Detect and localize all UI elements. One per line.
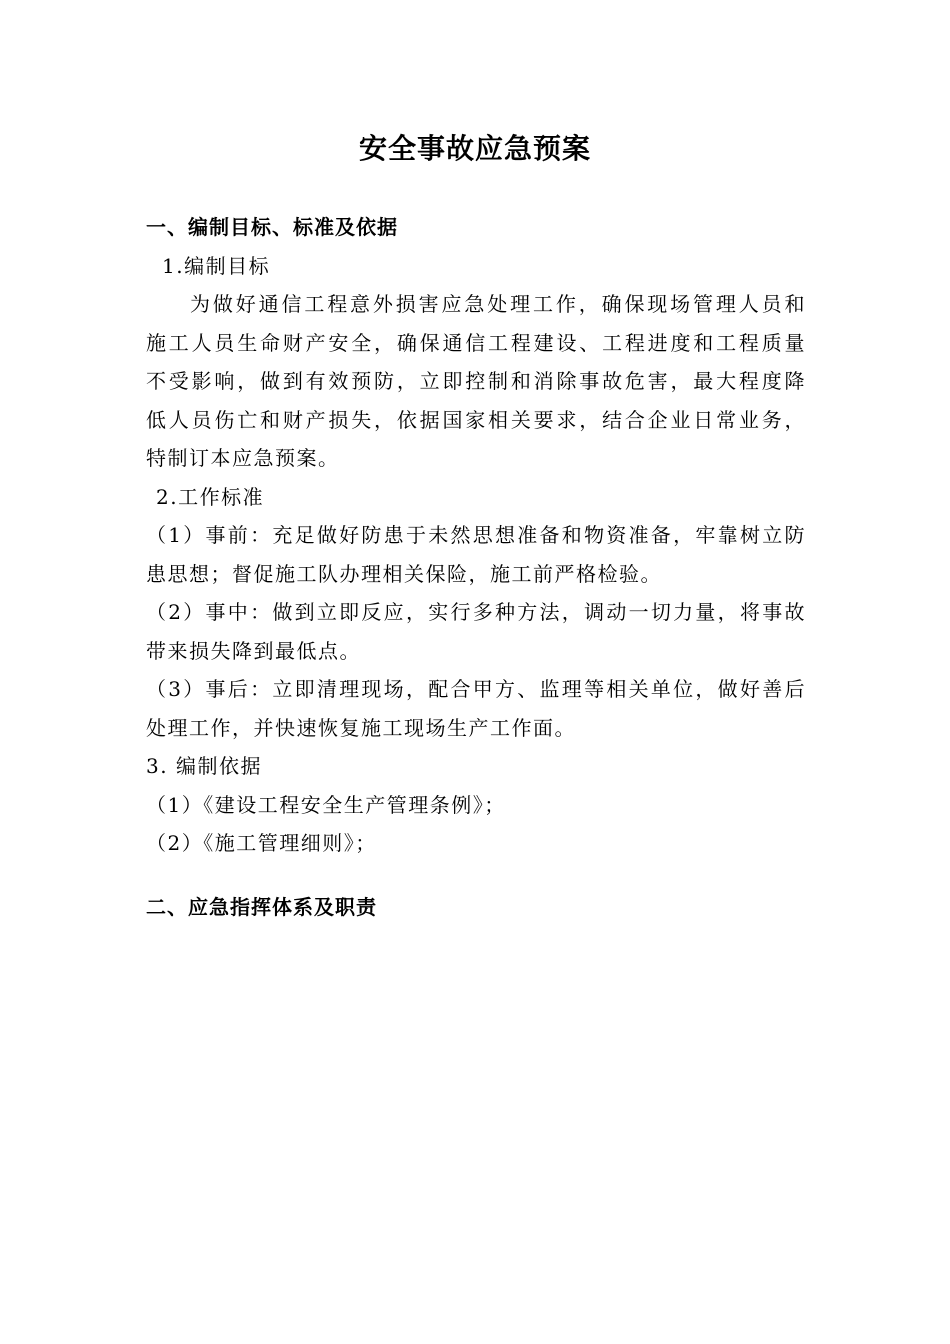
list-item-line: （2）事中：做到立即反应，实行多种方法，调动一切力量，将事故 [146, 600, 806, 624]
subsection-3-heading: 3. 编制依据 [146, 754, 262, 778]
section-1-heading: 一、编制目标、标准及依据 [146, 215, 398, 239]
paragraph-line: 低人员伤亡和财产损失，依据国家相关要求，结合企业日常业务， [146, 407, 806, 432]
subsection-1-heading: 1.编制目标 [162, 253, 271, 278]
list-item-line: 带来损失降到最低点。 [146, 638, 361, 663]
list-item-line: （1）事前：充足做好防患于未然思想准备和物资准备，牢靠树立防 [146, 523, 806, 547]
section-2 [146, 888, 806, 927]
section-1 [146, 208, 806, 863]
document-title: 安全事故应急预案 [358, 132, 591, 165]
list-item: （2）《施工管理细则》； [146, 831, 377, 855]
list-item-line: 处理工作，并快速恢复施工现场生产工作面。 [146, 715, 576, 740]
paragraph-line: 不受影响，做到有效预防，立即控制和消除事故危害，最大程度降 [146, 369, 806, 393]
paragraph-line: 特制订本应急预案。 [146, 446, 340, 470]
list-item-line: 患思想；督促施工队办理相关保险，施工前严格检验。 [146, 561, 662, 586]
subsection-2-heading: 2.工作标准 [156, 484, 265, 509]
paragraph-line: 施工人员生命财产安全，确保通信工程建设、工程进度和工程质量 [146, 330, 806, 355]
list-item-line: （3）事后：立即清理现场，配合甲方、监理等相关单位，做好善后 [146, 677, 806, 701]
section-2-heading: 二、应急指挥体系及职责 [146, 895, 377, 919]
paragraph-line: 为做好通信工程意外损害应急处理工作，确保现场管理人员和 [190, 292, 806, 316]
list-item: （1）《建设工程安全生产管理条例》； [146, 792, 506, 817]
